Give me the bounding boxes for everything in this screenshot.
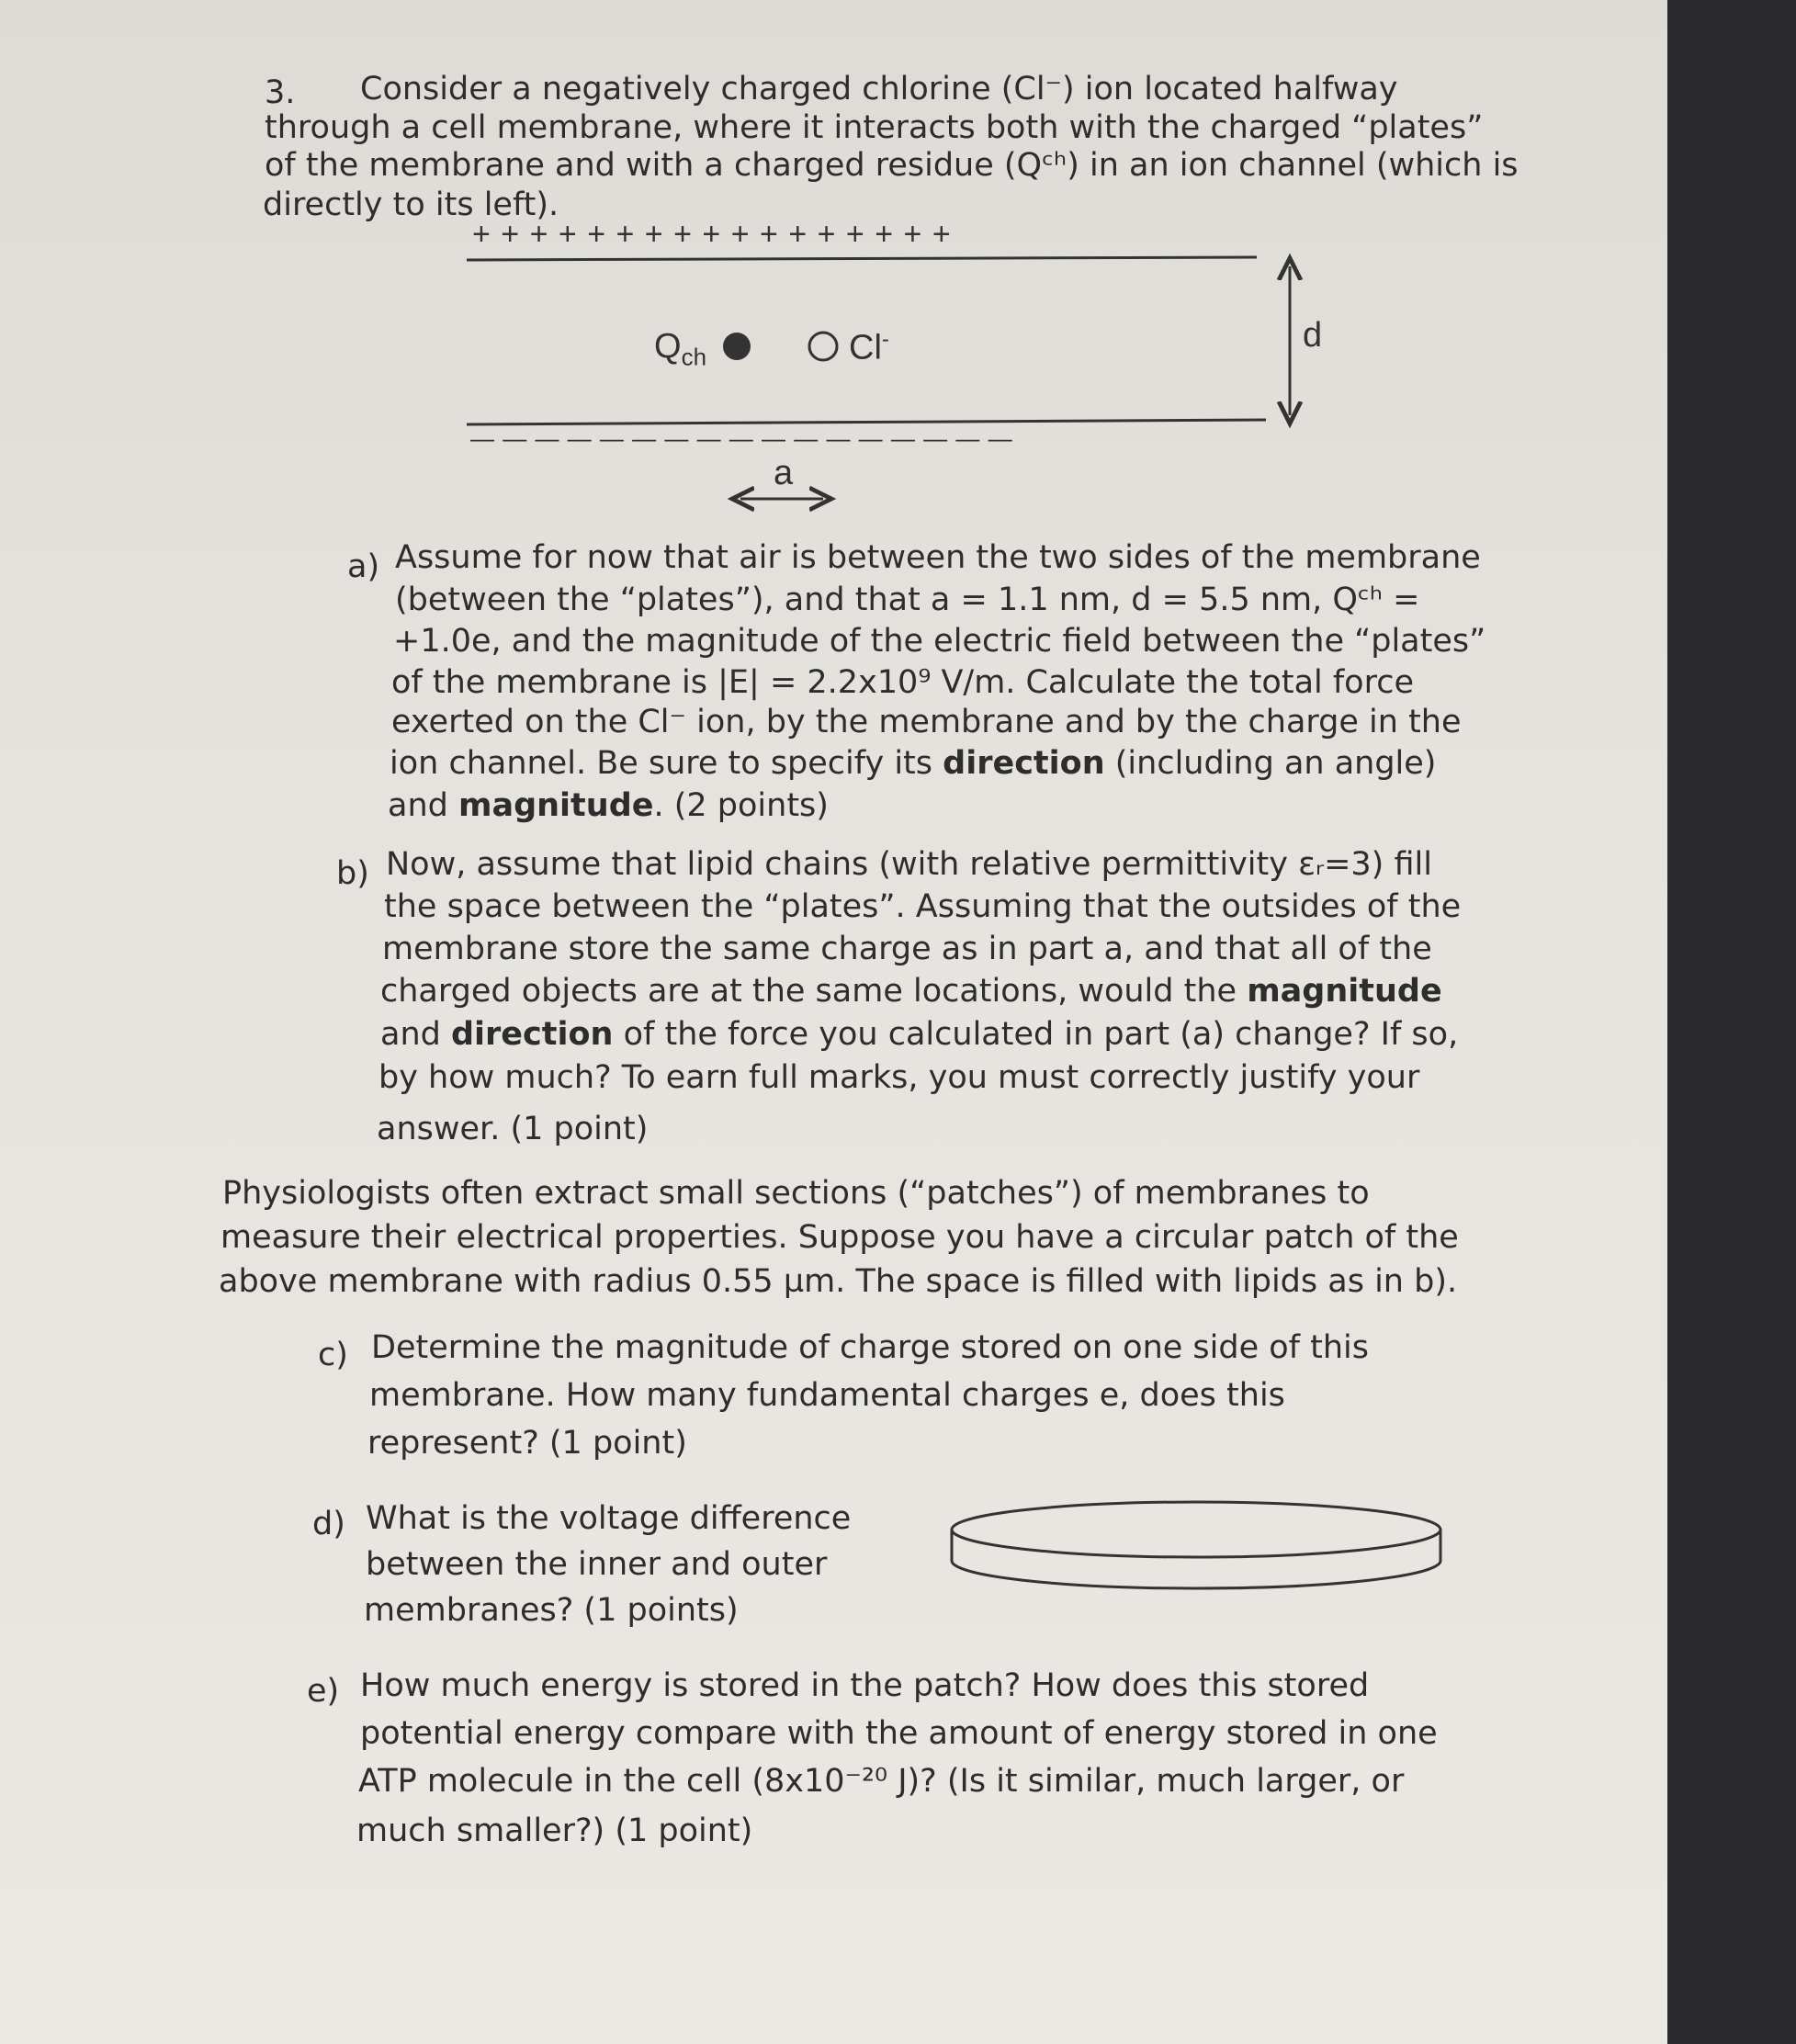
part-b-line-3: membrane store the same charge as in part a, and that all of the: [382, 931, 1432, 967]
part-e-line-2: potential energy compare with the amount of energy stored in one: [360, 1715, 1438, 1752]
top-plate-charges: + + + + + + + + + + + + + + + + +: [472, 217, 952, 252]
part-a-line-6: ion channel. Be sure to specify its direction (including an angle): [390, 745, 1437, 782]
part-e-letter: e): [307, 1673, 340, 1710]
part-d-line-1: What is the voltage difference: [366, 1500, 852, 1537]
part-e-line-3: ATP molecule in the cell (8x10⁻²⁰ J)? (Is it similar, much larger, or: [358, 1763, 1405, 1800]
part-a-letter: a): [347, 548, 380, 585]
part-c-line-1: Determine the magnitude of charge stored on one side of this: [371, 1329, 1369, 1366]
part-d-line-2: between the inner and outer: [366, 1546, 828, 1583]
top-plate-line: [467, 257, 1257, 260]
part-c-letter: c): [318, 1337, 348, 1373]
part-b-letter: b): [336, 855, 369, 892]
part-a-line-4: of the membrane is |E| = 2.2x10⁹ V/m. Calculate the total force: [391, 664, 1414, 701]
a-label: a: [774, 454, 794, 492]
part-b-line-6: by how much? To earn full marks, you must correctly justify your: [378, 1059, 1420, 1096]
intro-line-3: of the membrane and with a charged residue (Qᶜʰ) in an ion channel (which is: [265, 147, 1519, 184]
intro-line-2: through a cell membrane, where it interacts both with the charged “plates”: [265, 109, 1484, 146]
cl-label: Cl-: [849, 327, 889, 367]
bottom-plate-charges: — — — — — — — — — — — — — — — — —: [470, 424, 1013, 452]
d-label: d: [1303, 316, 1323, 355]
part-b-line-4: charged objects are at the same locations, would the magnitude: [380, 973, 1442, 1010]
part-a-line-3: +1.0e, and the magnitude of the electric field between the “plates”: [393, 623, 1486, 660]
part-d-letter: d): [312, 1506, 345, 1542]
physio-line-2: measure their electrical properties. Suppose you have a circular patch of the: [220, 1219, 1459, 1256]
part-b-line-1: Now, assume that lipid chains (with relative permittivity εᵣ=3) fill: [386, 846, 1432, 883]
qch-label: $Q_{ch}$: [654, 327, 707, 371]
qch-charge-dot: [723, 333, 751, 360]
part-b-line-5: and direction of the force you calculated in part (a) change? If so,: [380, 1016, 1459, 1053]
cl-ion-circle: [809, 333, 837, 360]
part-c-line-3: represent? (1 point): [367, 1425, 687, 1462]
part-c-line-2: membrane. How many fundamental charges e, does this: [369, 1377, 1285, 1414]
part-a-line-1: Assume for now that air is between the two sides of the membrane: [395, 539, 1481, 576]
intro-line-4: directly to its left).: [263, 186, 559, 223]
part-a-line-2: (between the “plates”), and that a = 1.1 nm, d = 5.5 nm, Qᶜʰ =: [395, 582, 1420, 618]
part-a-line-5: exerted on the Cl⁻ ion, by the membrane and by the charge in the: [391, 704, 1462, 740]
part-e-line-4: much smaller?) (1 point): [356, 1812, 753, 1849]
patch-cylinder-drawing: [952, 1502, 1440, 1588]
problem-number: 3.: [265, 74, 296, 111]
part-e-line-1: How much energy is stored in the patch? How does this stored: [360, 1667, 1370, 1704]
intro-line-1: Consider a negatively charged chlorine (Cl⁻) ion located halfway: [360, 71, 1398, 107]
part-a-line-7: and magnitude. (2 points): [388, 787, 829, 824]
part-b-line-7: answer. (1 point): [377, 1111, 649, 1147]
part-b-line-2: the space between the “plates”. Assuming that the outsides of the: [384, 888, 1462, 925]
physio-line-3: above membrane with radius 0.55 µm. The space is filled with lipids as in b).: [219, 1263, 1458, 1300]
physio-line-1: Physiologists often extract small sections (“patches”) of membranes to: [222, 1175, 1370, 1212]
part-d-line-3: membranes? (1 points): [364, 1592, 739, 1629]
